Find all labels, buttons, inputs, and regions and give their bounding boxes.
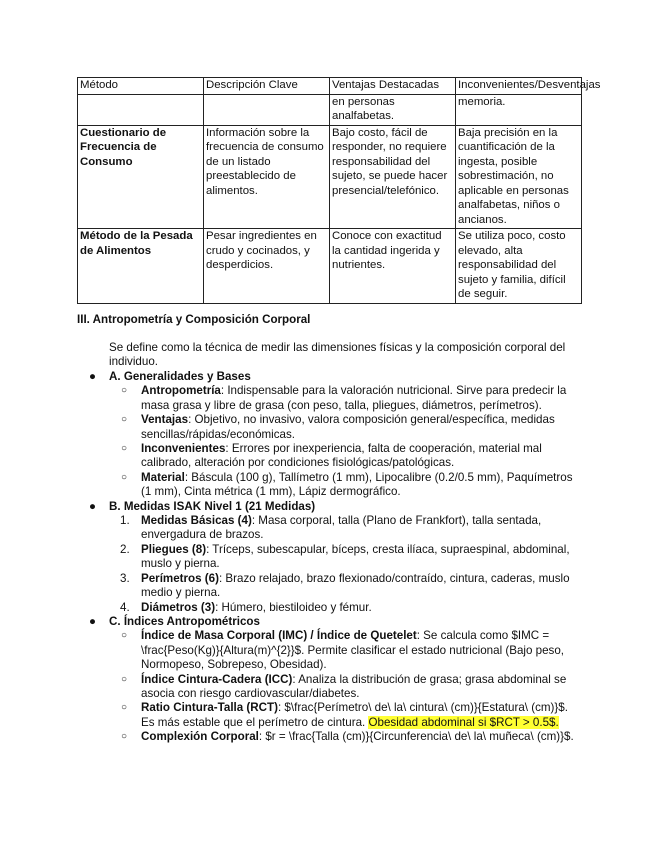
table-cell bbox=[204, 94, 330, 125]
bullet-icon: ● bbox=[89, 614, 97, 628]
item-term: Ventajas bbox=[141, 413, 189, 427]
list-item bbox=[77, 601, 577, 615]
outline-heading-text: A. Generalidades y Bases bbox=[109, 370, 251, 383]
item-term: Inconvenientes bbox=[141, 442, 226, 456]
list-item bbox=[77, 413, 577, 442]
table-cell: en personas analfabetas. bbox=[330, 94, 456, 125]
item-number: 4. bbox=[120, 600, 130, 614]
hollow-bullet-icon: ○ bbox=[121, 471, 128, 483]
item-term: Medidas Básicas (4) bbox=[141, 514, 252, 528]
item-term: Material bbox=[141, 470, 185, 484]
outline-heading-b bbox=[77, 500, 577, 514]
list-item bbox=[77, 572, 577, 601]
item-number: 3. bbox=[120, 571, 130, 585]
method-cell: Método de la Pesada de Alimentos bbox=[78, 229, 204, 304]
header-cell: Descripción Clave bbox=[204, 78, 330, 95]
outline-heading-c bbox=[77, 615, 577, 629]
description-cell: Pesar ingredientes en crudo y cocinados, y desperdicios. bbox=[204, 229, 330, 304]
outline-heading-text: B. Medidas ISAK Nivel 1 (21 Medidas) bbox=[109, 499, 316, 513]
table-cell bbox=[78, 94, 204, 125]
table-cell: memoria. bbox=[456, 94, 582, 125]
list-item bbox=[77, 629, 577, 672]
list-item bbox=[77, 514, 577, 543]
list-item bbox=[77, 384, 577, 413]
section-intro: Se define como la técnica de medir las dimensiones físicas y la composición corporal del individuo. bbox=[109, 341, 566, 369]
table-row bbox=[78, 125, 582, 229]
header-cell: Método bbox=[78, 78, 204, 95]
item-text: : $r = \frac{Talla (cm)}{Circunferencia\ de\ la\ muñeca\ (cm)}$. bbox=[258, 730, 574, 744]
hollow-bullet-icon: ○ bbox=[121, 414, 128, 426]
item-term: Ratio Cintura-Talla (RCT) bbox=[141, 701, 278, 715]
header-cell: Inconvenientes/Desventajas bbox=[456, 78, 582, 95]
section-heading: III. Antropometría y Composición Corporal bbox=[77, 313, 311, 326]
list-item bbox=[77, 543, 577, 572]
method-cell: Cuestionario de Frecuencia de Consumo bbox=[78, 125, 204, 229]
item-term: Complexión Corporal bbox=[141, 730, 259, 744]
hollow-bullet-icon: ○ bbox=[121, 443, 128, 455]
table-header-row bbox=[78, 78, 582, 95]
hollow-bullet-icon: ○ bbox=[121, 385, 128, 397]
hollow-bullet-icon: ○ bbox=[121, 702, 128, 714]
item-text: : $\frac{Perímetro\ de\ la\ cintura\ (cm)}{Estatura\ (cm)}$. Es más estable que el perímetro de cintura. bbox=[141, 701, 568, 729]
table-row bbox=[78, 229, 582, 304]
list-item bbox=[77, 730, 577, 744]
item-text: : Húmero, biestiloideo y fémur. bbox=[215, 600, 372, 614]
advantages-cell: Bajo costo, fácil de responder, no requiere responsabilidad del sujeto, se puede hacer presencial/telefónico. bbox=[330, 125, 456, 229]
disadvantages-cell: Baja precisión en la cuantificación de la ingesta, posible sobrestimación, no aplicable en personas analfabetas, niños o ancianos. bbox=[456, 125, 582, 229]
item-text: : Errores por inexperiencia, falta de cooperación, material mal calibrado, alteración por condiciones fisiológicas/patológicas. bbox=[141, 442, 542, 470]
hollow-bullet-icon: ○ bbox=[121, 673, 128, 685]
item-text: : Objetivo, no invasivo, valora composición general/específica, medidas sencillas/rápidas/económicas. bbox=[141, 413, 555, 441]
hollow-bullet-icon: ○ bbox=[121, 731, 128, 743]
item-text: : Analiza la distribución de grasa; grasa abdominal se asocia con riesgo cardiovascular/diabetes. bbox=[141, 672, 567, 700]
bullet-icon: ● bbox=[89, 499, 97, 513]
list-item bbox=[77, 442, 577, 471]
item-text: : Indispensable para la valoración nutricional. Sirve para predecir la masa grasa y libre de grasa (con peso, talla, pliegues, diámetros, perímetros). bbox=[141, 384, 567, 412]
outline-heading-a bbox=[77, 370, 577, 384]
list-item bbox=[77, 701, 577, 730]
item-term: Diámetros (3) bbox=[141, 600, 216, 614]
list-item bbox=[77, 673, 577, 702]
bullet-icon: ● bbox=[89, 370, 97, 383]
header-cell: Ventajas Destacadas bbox=[330, 78, 456, 95]
table-row bbox=[78, 94, 582, 125]
description-cell: Información sobre la frecuencia de consumo de un listado preestablecido de alimentos. bbox=[204, 125, 330, 229]
highlighted-text: Obesidad abdominal si $RCT > 0.5$. bbox=[368, 715, 559, 729]
item-text: : Se calcula como $IMC = \frac{Peso(Kg)}{Altura(m)^{2}}$. Permite clasificar el estado nutricional (Bajo peso, Normopeso, Sobrepeso, Obesidad). bbox=[141, 629, 565, 672]
outline-list bbox=[77, 370, 577, 745]
list-item bbox=[77, 471, 577, 500]
item-term: Perímetros (6) bbox=[141, 571, 219, 585]
item-number: 2. bbox=[120, 542, 130, 556]
item-term: Índice de Masa Corporal (IMC) / Índice de Quetelet bbox=[141, 629, 417, 643]
item-term: Antropometría bbox=[141, 384, 221, 398]
item-number: 1. bbox=[120, 514, 130, 528]
outline-heading-text: C. Índices Antropométricos bbox=[109, 614, 260, 628]
item-text: : Báscula (100 g), Tallímetro (1 mm), Lipocalibre (0.2/0.5 mm), Paquímetros (1 mm), Cinta métrica (1 mm), Lápiz dermográfico. bbox=[141, 470, 573, 499]
item-text: : Brazo relajado, brazo flexionado/contraído, cintura, caderas, muslo medio y pierna. bbox=[141, 571, 570, 600]
hollow-bullet-icon: ○ bbox=[121, 630, 128, 642]
advantages-cell: Conoce con exactitud la cantidad ingerida y nutrientes. bbox=[330, 229, 456, 304]
item-text: : Tríceps, subescapular, bíceps, cresta ilíaca, supraespinal, abdominal, muslo y pierna. bbox=[141, 542, 570, 571]
item-term: Índice Cintura-Cadera (ICC) bbox=[141, 672, 293, 686]
disadvantages-cell: Se utiliza poco, costo elevado, alta responsabilidad del sujeto y familia, difícil de seguir. bbox=[456, 229, 582, 304]
dietary-methods-table bbox=[77, 77, 601, 304]
item-text: : Masa corporal, talla (Plano de Frankfort), talla sentada, envergadura de brazos. bbox=[141, 514, 542, 542]
item-term: Pliegues (8) bbox=[141, 542, 207, 556]
